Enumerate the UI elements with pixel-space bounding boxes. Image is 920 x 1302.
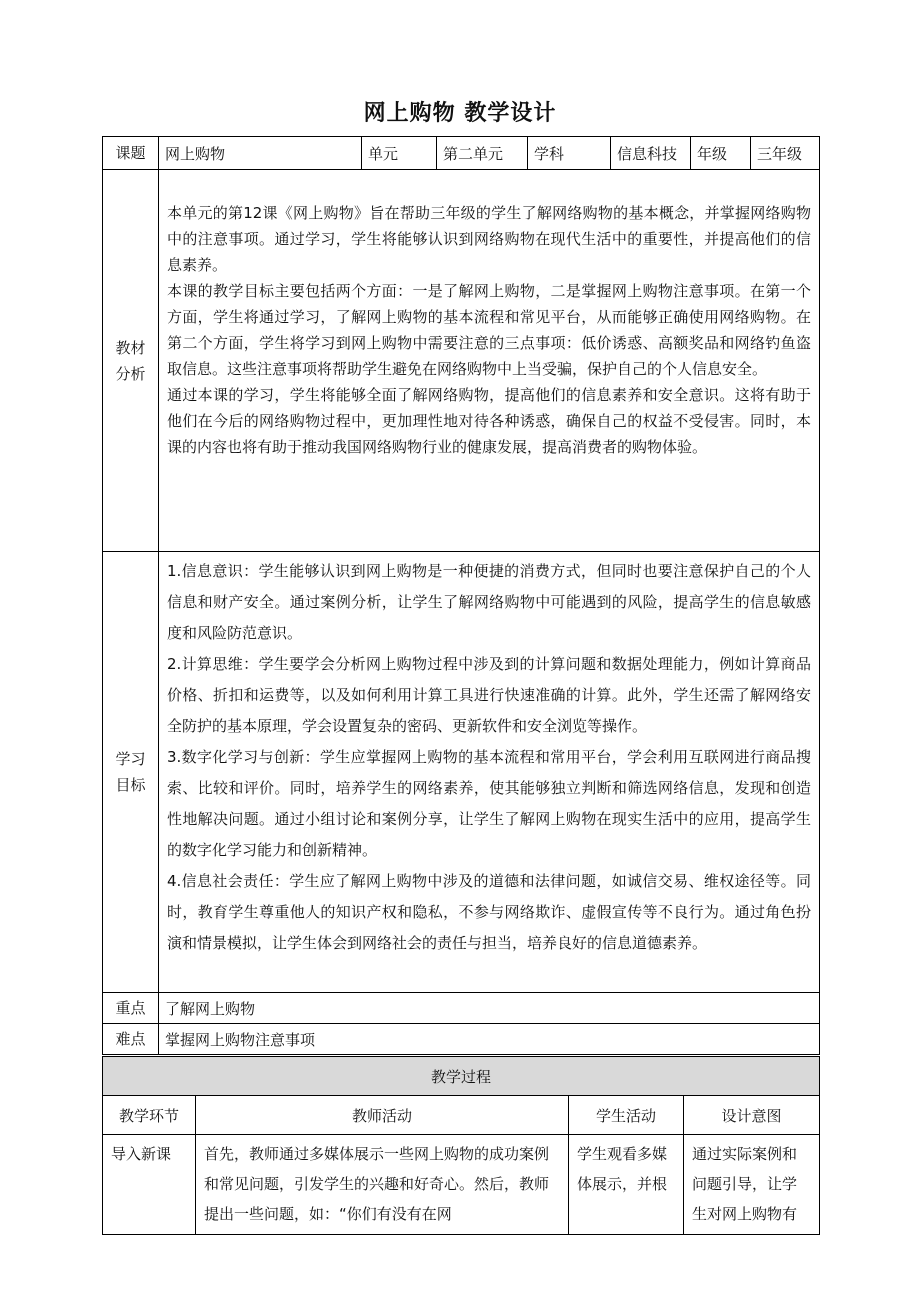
objective-item: 3.数字化学习与创新：学生应掌握网上购物的基本流程和常用平台，学会利用互联网进行商品搜索、比较和评价。同时，培养学生的网络素养，使其能够独立判断和筛选网络信息，发现和创造性地解决问题。通过小组讨论和案例分享，让学生了解网上购物在现实生活中的应用，提高学生的数字化学习能力和创新精神。 (167, 748, 811, 859)
objectives-label-line1: 学习 (115, 750, 146, 768)
grade-value: 三年级 (751, 137, 820, 170)
analysis-label-line1: 教材 (115, 338, 146, 357)
header-student: 学生活动 (569, 1096, 684, 1135)
objectives-label (103, 552, 159, 993)
process-title: 教学过程 (103, 1057, 820, 1096)
objective-item: 4.信息社会责任：学生应了解网上购物中涉及的道德和法律问题，如诚信交易、维权途径等。同时，教育学生尊重他人的知识产权和隐私，不参与网络欺诈、虚假宣传等不良行为。通过角色扮演和情景模拟，让学生体会到网络社会的责任与担当，培养良好的信息道德素养。 (167, 872, 811, 952)
table-row (103, 1135, 820, 1235)
difficulty-value: 掌握网上购物注意事项 (159, 1024, 820, 1055)
teacher-activity-cell: 首先，教师通过多媒体展示一些网上购物的成功案例和常见问题，引发学生的兴趣和好奇心。然后，教师提出一些问题，如：“你们有没有在网 (196, 1135, 569, 1235)
analysis-paragraph: 通过本课的学习，学生将能够全面了解网络购物，提高他们的信息素养和安全意识。这将有助于他们在今后的网络购物过程中，更加理性地对待各种诱惑，确保自己的权益不受侵害。同时，本课的内容也将有助于推动我国网络购物行业的健康发展，提高消费者的购物体验。 (167, 386, 811, 456)
unit-value: 第二单元 (437, 137, 528, 170)
header-teacher: 教师活动 (196, 1096, 569, 1135)
subject-label: 学科 (528, 137, 611, 170)
objective-item: 1.信息意识：学生能够认识到网上购物是一种便捷的消费方式，但同时也要注意保护自己的个人信息和财产安全。通过案例分析，让学生了解网络购物中可能遇到的风险，提高学生的信息敏感度和风险防范意识。 (167, 562, 811, 642)
key-point-value: 了解网上购物 (159, 993, 820, 1024)
analysis-paragraph: 本课的教学目标主要包括两个方面：一是了解网上购物，二是掌握网上购物注意事项。在第一个方面，学生将通过学习，了解网上购物的基本流程和常见平台，从而能够正确使用网络购物。在第二个方面，学生将学习到网上购物中需要注意的三点事项：低价诱惑、高额奖品和网络钓鱼盗取信息。这些注意事项将帮助学生避免在网络购物中上当受骗，保护自己的个人信息安全。 (167, 282, 811, 378)
objectives-content (159, 552, 820, 993)
topic-value: 网上购物 (159, 137, 362, 170)
analysis-label-line2: 分析 (115, 364, 146, 383)
grade-label: 年级 (691, 137, 751, 170)
header-intent: 设计意图 (684, 1096, 820, 1135)
teaching-process-table (102, 1056, 820, 1235)
analysis-paragraph: 本单元的第12课《网上购物》旨在帮助三年级的学生了解网络购物的基本概念，并掌握网络购物中的注意事项。通过学习，学生将能够认识到网络购物在现代生活中的重要性，并提高他们的信息素养。 (167, 204, 811, 274)
header-stage: 教学环节 (103, 1096, 196, 1135)
student-activity-cell: 学生观看多媒体展示，并根 (569, 1135, 684, 1235)
unit-label: 单元 (362, 137, 437, 170)
stage-cell: 导入新课 (103, 1135, 196, 1235)
lesson-info-table (102, 136, 820, 1055)
difficulty-label: 难点 (103, 1024, 159, 1055)
objectives-label-line2: 目标 (115, 776, 146, 794)
design-intent-cell: 通过实际案例和问题引导，让学生对网上购物有 (684, 1135, 820, 1235)
analysis-content (159, 170, 820, 552)
analysis-label (103, 170, 159, 552)
objective-item: 2.计算思维：学生要学会分析网上购物过程中涉及到的计算问题和数据处理能力，例如计算商品价格、折扣和运费等，以及如何利用计算工具进行快速准确的计算。此外，学生还需了解网络安全防护的基本原理，学会设置复杂的密码、更新软件和安全浏览等操作。 (167, 655, 811, 735)
topic-label: 课题 (103, 137, 159, 170)
subject-value: 信息科技 (611, 137, 691, 170)
key-point-label: 重点 (103, 993, 159, 1024)
page-title: 网上购物 教学设计 (363, 101, 557, 126)
